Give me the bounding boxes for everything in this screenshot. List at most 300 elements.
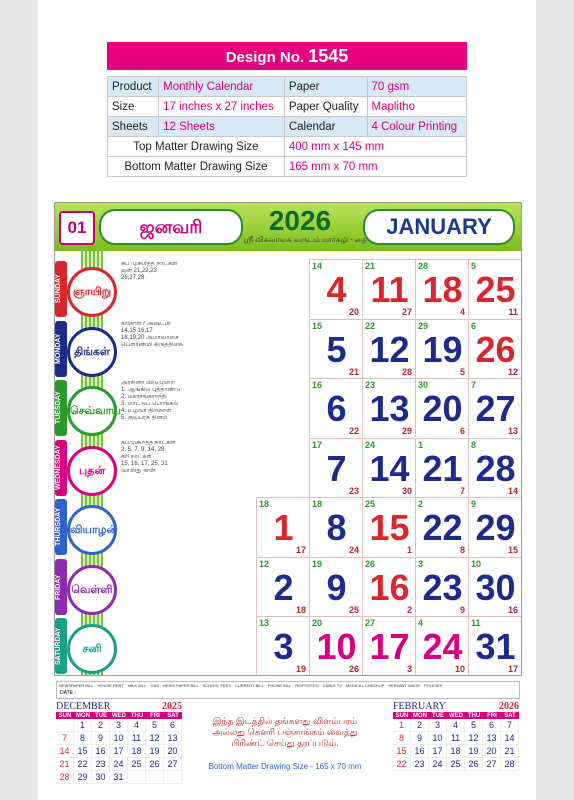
islamic-date: 30 <box>401 485 412 496</box>
spec-table <box>107 76 467 177</box>
mini-day: 1 <box>393 719 411 732</box>
mini-day: 29 <box>74 771 92 784</box>
date-cell <box>415 319 468 378</box>
spec-label: Size <box>108 97 159 117</box>
mini-year: 2025 <box>162 701 182 712</box>
tamil-date: 16 <box>312 380 323 390</box>
mini-day: 3 <box>429 719 447 732</box>
mini-day: 12 <box>465 732 483 745</box>
islamic-date: 12 <box>507 366 518 377</box>
mini-day <box>56 719 74 732</box>
tamil-date: 9 <box>471 499 477 509</box>
mini-day: 15 <box>74 745 92 758</box>
weekday-tamil: வெள்ளி <box>67 565 117 615</box>
spec-value: 70 gsm <box>367 77 467 97</box>
mini-week-row <box>393 732 519 745</box>
tamil-date: 22 <box>365 320 376 331</box>
bill-label: CABLE TV <box>322 683 343 688</box>
tamil-date: 20 <box>312 618 323 628</box>
islamic-date: 20 <box>348 307 359 317</box>
date-cell <box>468 378 521 437</box>
note-line: வாஸ்து நாள் <box>121 467 156 474</box>
mini-day: 19 <box>146 745 164 758</box>
mini-year: 2026 <box>499 701 519 712</box>
mini-day: 10 <box>429 732 447 745</box>
tamil-date: 10 <box>471 558 482 569</box>
mini-day: 26 <box>146 758 164 771</box>
mini-weekday: THU <box>467 713 481 719</box>
date-cell <box>362 259 415 318</box>
tamil-date: 18 <box>259 499 270 509</box>
mini-day: 5 <box>465 719 483 732</box>
islamic-date: 21 <box>348 366 359 377</box>
islamic-date: 15 <box>507 545 518 555</box>
mini-day: 9 <box>411 732 429 745</box>
date-cell <box>415 616 468 675</box>
mini-month: DECEMBER <box>56 701 111 712</box>
tamil-date: 23 <box>365 380 376 390</box>
spec-row <box>108 97 467 117</box>
day-number: 4 <box>326 269 347 310</box>
mini-day: 14 <box>501 732 519 745</box>
tamil-date: 1 <box>418 439 424 450</box>
note-line: கரிநாள் / அஷ்டமி <box>121 320 171 327</box>
tamil-month-name: ஜனவரி <box>99 209 243 245</box>
mini-day: 7 <box>501 719 519 732</box>
day-number: 1 <box>273 507 294 548</box>
mini-weekday: TUE <box>95 713 107 719</box>
mini-day: 20 <box>164 745 182 758</box>
ad-line: இந்த இடத்தில் தங்களது விளம்பரம் <box>212 716 358 726</box>
weekday-row <box>55 259 119 319</box>
note-line: சுபமுகூர்த்த நாட்கள் <box>121 439 176 446</box>
spec-value: 400 mm x 145 mm <box>284 137 466 157</box>
tamil-date: 25 <box>365 499 376 509</box>
bill-label: RD/POSTED <box>295 683 319 688</box>
date-cell <box>309 319 362 378</box>
mini-week-row <box>56 771 182 784</box>
islamic-date: 17 <box>507 664 518 674</box>
mini-day: 23 <box>92 758 110 771</box>
mini-day: 31 <box>110 771 128 784</box>
islamic-date: 25 <box>348 604 359 615</box>
weekday-english: THURSDAY <box>55 499 67 555</box>
islamic-date: 28 <box>401 366 412 377</box>
islamic-date: 27 <box>401 307 412 317</box>
date-cell <box>362 319 415 378</box>
mini-day: 25 <box>447 758 465 771</box>
date-cell <box>309 378 362 437</box>
date-cell <box>309 557 362 616</box>
tamil-date: 11 <box>471 618 481 628</box>
islamic-date: 6 <box>459 426 465 436</box>
weekday-row <box>55 378 119 438</box>
islamic-date: 19 <box>295 664 306 674</box>
mini-weekday: SUN <box>58 713 72 719</box>
mini-weekday: SUN <box>395 713 409 719</box>
advertisement-text <box>200 716 370 749</box>
tamil-date: 8 <box>471 439 477 450</box>
note-line: 2, 5, 7, 9, 14, 28 <box>121 446 165 453</box>
weekday-english: FRIDAY <box>55 559 67 615</box>
note-block <box>121 380 203 436</box>
tamil-date: 7 <box>471 380 477 390</box>
tamil-date: 17 <box>312 439 323 450</box>
design-number-bar <box>107 42 467 70</box>
tamil-date: 5 <box>471 261 477 271</box>
mini-day: 21 <box>501 745 519 758</box>
islamic-date: 1 <box>406 545 412 555</box>
mini-day: 2 <box>411 719 429 732</box>
day-number: 6 <box>326 388 347 429</box>
mini-day: 15 <box>393 745 411 758</box>
mini-week-row <box>393 758 519 771</box>
day-number: 16 <box>369 566 410 608</box>
islamic-date: 29 <box>401 426 412 436</box>
day-number: 13 <box>369 388 410 429</box>
mini-weekday: MON <box>76 713 90 719</box>
mini-day <box>146 771 164 784</box>
date-cell <box>362 616 415 675</box>
date-cell <box>468 438 521 497</box>
mini-day: 6 <box>164 719 182 732</box>
date-cell <box>468 497 521 556</box>
note-line: 3. மாட்டுப் பொங்கல் <box>121 401 179 407</box>
islamic-date: 4 <box>459 307 465 317</box>
weekday-row <box>55 557 119 617</box>
note-block <box>121 261 203 317</box>
islamic-date: 23 <box>348 485 359 496</box>
date-cell <box>362 438 415 497</box>
tamil-date: 24 <box>365 439 376 450</box>
mini-day: 16 <box>411 745 429 758</box>
calendar-year: 2026 <box>268 205 332 236</box>
day-number: 21 <box>422 447 463 489</box>
mini-weekday: WED <box>112 713 126 719</box>
note-block <box>121 618 203 674</box>
day-number: 28 <box>475 447 516 489</box>
tamil-date: 6 <box>471 320 477 331</box>
weekday-row <box>55 616 119 676</box>
spec-label: Sheets <box>108 117 159 137</box>
date-cell <box>309 497 362 556</box>
day-number: 19 <box>422 328 463 370</box>
mini-day: 23 <box>411 758 429 771</box>
day-number: 24 <box>422 626 463 667</box>
design-label: Design No. <box>225 49 305 66</box>
bill-label: MEDICAL CHECKUP <box>346 683 385 688</box>
spec-row <box>108 137 467 157</box>
spec-row <box>108 77 467 97</box>
note-block <box>121 440 203 496</box>
mini-day: 17 <box>429 745 447 758</box>
bill-label: NEWSPAPER BILL <box>59 683 94 688</box>
day-number: 2 <box>273 566 294 608</box>
tamil-date: 13 <box>259 618 270 628</box>
islamic-date: 8 <box>459 545 465 555</box>
mini-day: 8 <box>74 732 92 745</box>
day-number: 27 <box>475 388 516 429</box>
weekday-english: MONDAY <box>55 321 67 377</box>
date-cell <box>415 438 468 497</box>
bill-label: NEWS PAPER BILL <box>162 683 199 688</box>
spec-value: 4 Colour Printing <box>367 117 467 137</box>
mini-day: 13 <box>483 732 501 745</box>
weekday-english: WEDNESDAY <box>55 440 67 496</box>
tamil-date: 21 <box>365 261 376 271</box>
mini-day: 30 <box>92 771 110 784</box>
ad-line: பிரிண்ட் செய்து தரப்படும். <box>231 738 339 748</box>
mini-day: 21 <box>56 758 74 771</box>
note-line: 5. குடியரசு தினம் <box>121 415 168 421</box>
mini-day: 28 <box>501 758 519 771</box>
tamil-date: 18 <box>312 499 323 509</box>
islamic-date: 2 <box>406 604 412 615</box>
day-number: 3 <box>273 626 294 667</box>
mini-weekday: SAT <box>167 713 179 719</box>
mini-day: 8 <box>393 732 411 745</box>
mini-day <box>164 771 182 784</box>
mini-day: 17 <box>110 745 128 758</box>
note-line: 26,27,28 <box>121 275 145 281</box>
day-number: 7 <box>326 447 347 489</box>
note-line: 2. மகரசங்கராந்தி <box>121 394 167 400</box>
spec-label: Top Matter Drawing Size <box>108 137 285 157</box>
bottom-size-note: Bottom Matter Drawing Size - 165 x 70 mm <box>208 762 362 771</box>
date-cell <box>256 497 309 556</box>
design-number: 1545 <box>308 46 349 66</box>
day-number: 17 <box>369 626 410 667</box>
mini-day: 5 <box>146 719 164 732</box>
mini-day: 11 <box>447 732 465 745</box>
islamic-date: 26 <box>348 664 359 674</box>
day-number: 25 <box>475 269 516 310</box>
bill-label: SCHOOL FEES <box>202 683 232 688</box>
day-number: 29 <box>475 507 516 548</box>
tamil-date: 3 <box>418 558 424 569</box>
islamic-date: 5 <box>459 366 465 377</box>
mini-day: 27 <box>164 758 182 771</box>
note-line: 1. ஆங்கில புத்தாண்டு <box>121 387 181 393</box>
bill-label: CURRENT BILL <box>235 683 264 688</box>
spec-label: Paper Quality <box>284 97 367 117</box>
day-number: 15 <box>369 507 410 548</box>
islamic-date: 10 <box>454 664 465 674</box>
bill-label: GAS <box>150 683 159 688</box>
mini-day: 1 <box>74 719 92 732</box>
mini-day: 6 <box>483 719 501 732</box>
mini-weekday: FRI <box>487 713 497 719</box>
islamic-date: 16 <box>507 604 518 615</box>
mini-week-row <box>56 758 182 771</box>
mini-day: 7 <box>56 732 74 745</box>
ad-line: அல்லது கௌரி பஞ்சாங்கம் வைத்து <box>212 727 358 737</box>
weekday-tamil: சனி <box>67 624 117 674</box>
islamic-date: 9 <box>459 604 465 615</box>
mini-day <box>128 771 146 784</box>
mini-weekday: FRI <box>150 713 160 719</box>
day-number: 31 <box>475 626 516 667</box>
spec-value: 17 inches x 27 inches <box>159 97 285 117</box>
islamic-date: 11 <box>508 307 518 317</box>
tamil-date: 19 <box>312 558 323 569</box>
mini-week-row <box>56 745 182 758</box>
bill-label: MILK BILL <box>127 683 147 688</box>
tamil-date: 15 <box>312 320 323 331</box>
mini-weekday: THU <box>130 713 144 719</box>
spec-value: Monthly Calendar <box>159 77 285 97</box>
date-cell <box>256 616 309 675</box>
mini-day: 25 <box>128 758 146 771</box>
mini-calendar-december <box>56 701 182 784</box>
spec-label: Paper <box>284 77 367 97</box>
mini-day: 27 <box>483 758 501 771</box>
date-cell <box>468 259 521 318</box>
mini-header <box>393 701 519 713</box>
month-calendar <box>54 202 522 676</box>
date-cell <box>309 438 362 497</box>
spec-value: 12 Sheets <box>159 117 285 137</box>
mini-day: 11 <box>128 732 146 745</box>
date-cell <box>468 319 521 378</box>
islamic-date: 7 <box>459 485 465 496</box>
month-number: 01 <box>59 211 95 245</box>
day-number: 20 <box>422 388 463 429</box>
bill-label: HOUSE RENT <box>97 683 124 688</box>
note-line: அரசினர் விடுமுறை <box>121 380 175 386</box>
islamic-date: 17 <box>295 545 306 555</box>
day-number: 10 <box>316 626 357 667</box>
date-cell <box>362 378 415 437</box>
mini-day: 10 <box>110 732 128 745</box>
mini-day: 4 <box>128 719 146 732</box>
mini-calendar-february <box>393 701 519 771</box>
mini-week-row <box>393 745 519 758</box>
tamil-date: 12 <box>259 558 270 569</box>
day-number: 9 <box>326 566 347 608</box>
mini-day: 22 <box>74 758 92 771</box>
date-cell <box>309 259 362 318</box>
day-number: 22 <box>422 507 463 548</box>
weekday-tamil: செவ்வாய் <box>67 386 117 436</box>
mini-day: 20 <box>483 745 501 758</box>
mini-weekday: WED <box>449 713 463 719</box>
weekday-english: SUNDAY <box>55 261 67 317</box>
mini-day: 26 <box>465 758 483 771</box>
mini-month: FEBRUARY <box>393 701 446 712</box>
mini-day: 13 <box>164 732 182 745</box>
day-number: 12 <box>369 328 410 370</box>
calendar-header <box>55 203 521 251</box>
spec-value: 165 mm x 70 mm <box>284 157 466 177</box>
day-number: 5 <box>326 328 347 370</box>
note-line: பௌர்ணமி கிருத்திகை <box>121 341 183 348</box>
date-cell <box>362 497 415 556</box>
spec-row <box>108 157 467 177</box>
date-cell <box>415 259 468 318</box>
islamic-date: 18 <box>295 604 306 615</box>
mini-day: 22 <box>393 758 411 771</box>
tamil-date: 14 <box>312 261 323 271</box>
mini-day: 24 <box>429 758 447 771</box>
note-block <box>121 559 203 615</box>
date-grid <box>203 259 521 675</box>
date-cell <box>415 378 468 437</box>
note-line: ஜன 21,22,23 <box>121 268 157 274</box>
mini-day: 14 <box>56 745 74 758</box>
tamil-date: 26 <box>365 558 376 569</box>
date-cell <box>362 557 415 616</box>
note-line: கரி நாட்கள் <box>121 453 152 460</box>
date-cell <box>415 497 468 556</box>
mini-day: 18 <box>447 745 465 758</box>
note-line: சுப முகூர்த்த நாட்கள் <box>121 261 178 267</box>
spec-row <box>108 117 467 137</box>
mini-weekday: TUE <box>432 713 444 719</box>
bill-label: SERVANT WAGE <box>388 683 420 688</box>
note-line: 18,19,20 அமாவாசை <box>121 334 179 341</box>
weekday-row <box>55 497 119 557</box>
date-cell <box>468 616 521 675</box>
date-cell <box>415 557 468 616</box>
tamil-date: 2 <box>418 499 424 509</box>
weekday-row <box>55 319 119 379</box>
day-number: 11 <box>370 269 409 310</box>
tamil-date: 30 <box>418 380 429 390</box>
islamic-date: 3 <box>406 664 412 674</box>
spec-value: Maplitho <box>367 97 467 117</box>
islamic-date: 14 <box>507 485 518 496</box>
mini-day: 16 <box>92 745 110 758</box>
tamil-date: 4 <box>418 618 424 628</box>
day-number: 23 <box>422 566 463 608</box>
tamil-date: 27 <box>365 618 376 628</box>
english-month-name: JANUARY <box>363 209 515 245</box>
islamic-date: 22 <box>348 426 359 436</box>
mini-weekday: MON <box>413 713 427 719</box>
mini-day: 2 <box>92 719 110 732</box>
mini-day: 3 <box>110 719 128 732</box>
mini-day: 12 <box>146 732 164 745</box>
mini-week-row <box>393 719 519 732</box>
date-cell <box>468 557 521 616</box>
mini-day: 24 <box>110 758 128 771</box>
weekday-english: TUESDAY <box>55 380 67 436</box>
day-number: 14 <box>369 447 410 489</box>
tamil-year-label: ஸ்ரீ விசுவாவசு வருடம் மார்கழி - தை <box>243 235 367 244</box>
mini-day: 9 <box>92 732 110 745</box>
note-line: 15, 16, 17, 25, 31 <box>121 460 168 467</box>
date-cell <box>309 616 362 675</box>
notes-column <box>121 259 203 675</box>
mini-day: 18 <box>128 745 146 758</box>
spec-label: Calendar <box>284 117 367 137</box>
date-label: DATE : <box>60 690 76 696</box>
bill-label: PHONE BILL <box>267 683 292 688</box>
spec-label: Product <box>108 77 159 97</box>
tamil-date: 29 <box>418 320 429 331</box>
day-number: 26 <box>475 328 516 370</box>
weekday-english: SATURDAY <box>55 618 67 674</box>
note-block <box>121 321 203 377</box>
weekday-tamil: திங்கள் <box>67 327 117 377</box>
weekday-tamil: ஞாயிறு <box>67 267 117 317</box>
bill-label: POLICIES <box>424 683 443 688</box>
day-number: 18 <box>422 269 463 310</box>
day-number: 8 <box>326 507 347 548</box>
mini-week-row <box>56 719 182 732</box>
date-cell <box>256 557 309 616</box>
